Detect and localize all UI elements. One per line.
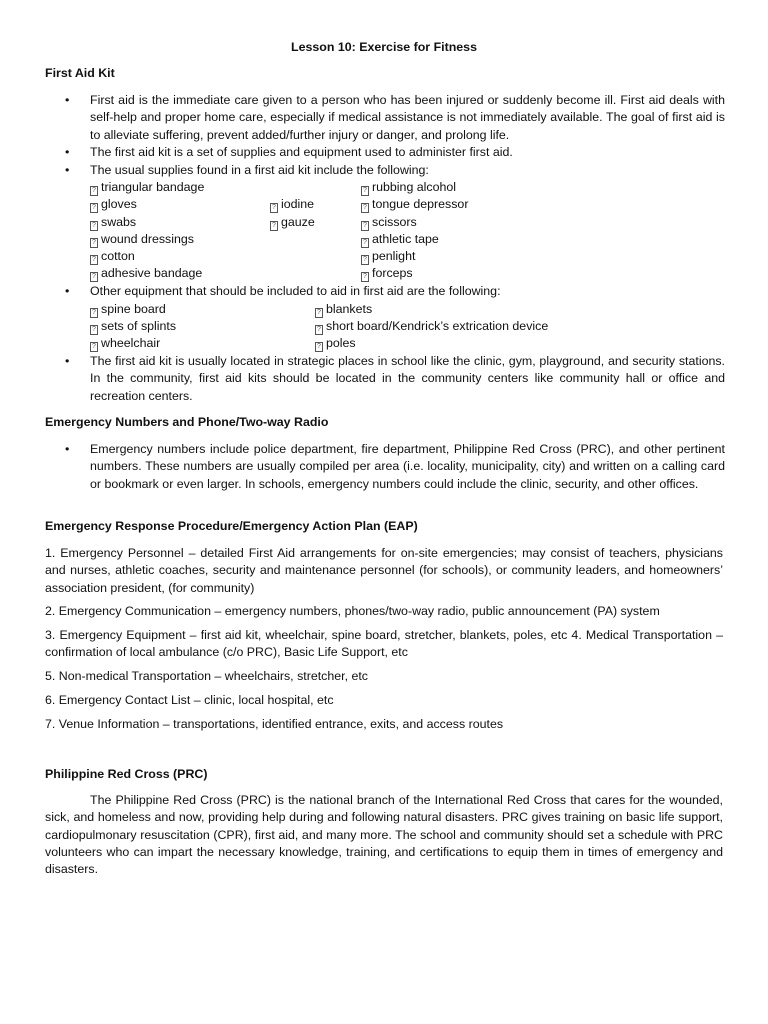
supply-item: ? iodine: [270, 196, 314, 213]
supply-item: ? cotton: [90, 248, 135, 265]
eap-item-5: 5. Non-medical Transportation – wheelchairs, stretcher, etc: [45, 669, 368, 683]
checkbox-glyph-icon: ?: [270, 203, 278, 213]
eap-item-3-4: 3. Emergency Equipment – first aid kit, wheelchair, spine board, stretcher, blankets, poles, etc 4. Medical Transportation – confirmation of local ambulance (c/o PRC), Basic Life Support, etc: [45, 628, 723, 660]
supply-item: ? wound dressings: [90, 231, 194, 248]
checkbox-glyph-icon: ?: [361, 221, 369, 231]
supply-item: ? triangular bandage: [90, 179, 204, 196]
eap-item-6: 6. Emergency Contact List – clinic, local hospital, etc: [45, 693, 334, 707]
bullet-dot: •: [65, 442, 70, 456]
page-title: Lesson 10: Exercise for Fitness: [291, 40, 477, 54]
checkbox-glyph-icon: ?: [315, 325, 323, 335]
supply-item: ? tongue depressor: [361, 196, 468, 213]
checkbox-glyph-icon: ?: [361, 238, 369, 248]
bullet-dot: •: [65, 93, 70, 107]
bullet-emergency-numbers: • Emergency numbers include police department, fire department, Philippine Red Cross (PRC), and other pertinent numbers. These numbers are usually compiled per area (i.e. locality, municipality, city) and written on a calling card or bookmark or even larger. In schools, emergency numbers could include the clinic, security, and other offices.: [65, 442, 725, 491]
checkbox-glyph-icon: ?: [90, 186, 98, 196]
checkbox-glyph-icon: ?: [90, 221, 98, 231]
checkbox-glyph-icon: ?: [90, 203, 98, 213]
bullet-dot: •: [65, 284, 70, 298]
checkbox-glyph-icon: ?: [361, 203, 369, 213]
eap-item-2: 2. Emergency Communication – emergency numbers, phones/two-way radio, public announcement (PA) system: [45, 604, 660, 618]
checkbox-glyph-icon: ?: [315, 342, 323, 352]
bullet-kit-location: • The first aid kit is usually located in strategic places in school like the clinic, gym, playground, and security stations. In the community, first aid kits should be located in the community centers like community hall or office and recreation centers.: [65, 354, 725, 403]
heading-eap: Emergency Response Procedure/Emergency Action Plan (EAP): [45, 519, 418, 533]
heading-first-aid-kit: First Aid Kit: [45, 66, 115, 80]
checkbox-glyph-icon: ?: [90, 255, 98, 265]
checkbox-glyph-icon: ?: [90, 325, 98, 335]
supply-item: ? adhesive bandage: [90, 265, 202, 282]
checkbox-glyph-icon: ?: [90, 342, 98, 352]
bullet-dot: •: [65, 145, 70, 159]
supply-item: ? penlight: [361, 248, 415, 265]
bullet-usual-supplies: • The usual supplies found in a first aid kit include the following:: [65, 162, 725, 179]
bullet-first-aid-definition: • First aid is the immediate care given to a person who has been injured or suddenly become ill. First aid deals with self-help and proper home care, especially if medical assistance is not immediately available. The goal of first aid is to alleviate suffering, prevent added/further injury or danger, and prolong life.: [65, 93, 725, 142]
equipment-item: ? poles: [315, 335, 356, 352]
supply-item: ? gauze: [270, 214, 315, 231]
supply-item: ? athletic tape: [361, 231, 439, 248]
supply-item: ? gloves: [90, 196, 137, 213]
supply-item: ? swabs: [90, 214, 136, 231]
checkbox-glyph-icon: ?: [361, 186, 369, 196]
supply-item: ? scissors: [361, 214, 417, 231]
checkbox-glyph-icon: ?: [90, 238, 98, 248]
checkbox-glyph-icon: ?: [270, 221, 278, 231]
supply-item: ? rubbing alcohol: [361, 179, 456, 196]
bullet-dot: •: [65, 354, 70, 368]
supply-item: ? forceps: [361, 265, 413, 282]
equipment-item: ? sets of splints: [90, 318, 176, 335]
heading-prc: Philippine Red Cross (PRC): [45, 767, 208, 781]
checkbox-glyph-icon: ?: [361, 255, 369, 265]
equipment-item: ? wheelchair: [90, 335, 160, 352]
equipment-item: ? blankets: [315, 301, 372, 318]
bullet-first-aid-kit: • The first aid kit is a set of supplies and equipment used to administer first aid.: [65, 144, 725, 161]
heading-emergency-numbers: Emergency Numbers and Phone/Two-way Radio: [45, 415, 329, 429]
eap-item-1: 1. Emergency Personnel – detailed First Aid arrangements for on-site emergencies; may consist of teachers, physicians and nurses, athletic coaches, security and maintenance personnel (for schools), or community leaders, and homeowners’ association president, (for community): [45, 546, 723, 595]
checkbox-glyph-icon: ?: [315, 308, 323, 318]
eap-item-7: 7. Venue Information – transportations, identified entrance, exits, and access routes: [45, 717, 504, 731]
bullet-dot: •: [65, 163, 70, 177]
bullet-other-equipment: • Other equipment that should be included to aid in first aid are the following:: [65, 283, 725, 300]
equipment-item: ? spine board: [90, 301, 166, 318]
checkbox-glyph-icon: ?: [361, 272, 369, 282]
prc-paragraph: The Philippine Red Cross (PRC) is the national branch of the International Red Cross that cares for the wounded, sick, and homeless and now, providing help during and following natural disasters. PRC gives training on basic life support, cardiopulmonary resuscitation (CPR), first aid, and many more. The school and community should set a schedule with PRC volunteers who can impart the necessary knowledge, training, and certifications to equip them in times of emergency and disasters.: [45, 793, 723, 877]
checkbox-glyph-icon: ?: [90, 272, 98, 282]
checkbox-glyph-icon: ?: [90, 308, 98, 318]
equipment-item: ? short board/Kendrick’s extrication device: [315, 318, 548, 335]
